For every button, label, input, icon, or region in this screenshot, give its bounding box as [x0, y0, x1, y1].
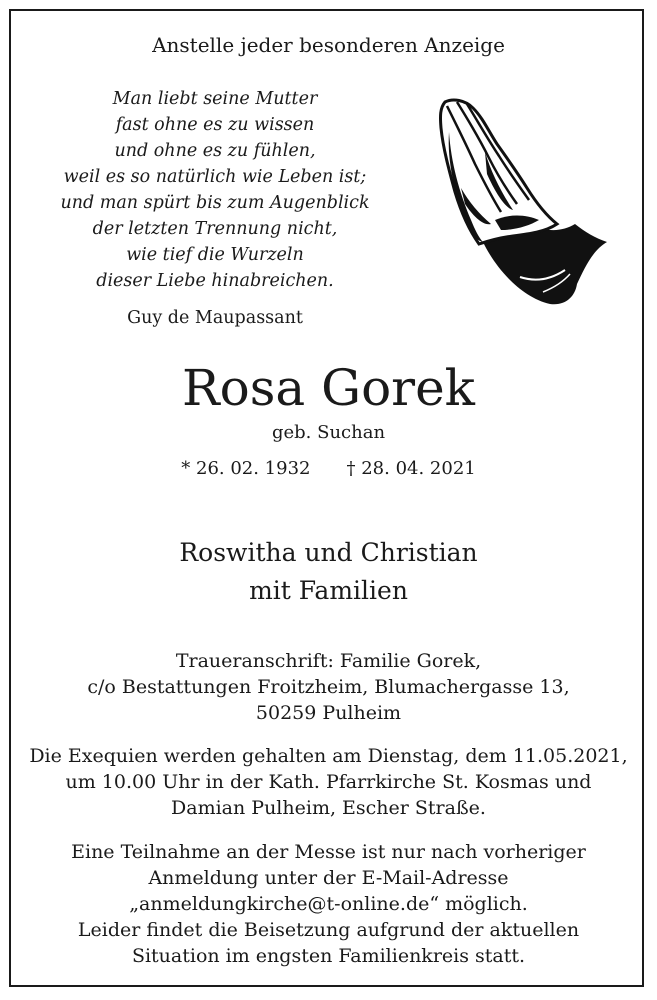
address-line: c/o Bestattungen Froitzheim, Blumachergasse 13,: [87, 676, 570, 698]
attendance-notice: [0, 839, 657, 969]
mourning-address: [0, 648, 657, 726]
poem-line: Man liebt seine Mutter: [112, 89, 318, 109]
notice-line: Anmeldung unter der E-Mail-Adresse: [148, 867, 509, 889]
header-text: Anstelle jeder besonderen Anzeige: [152, 33, 505, 57]
deceased-name: Rosa Gorek: [182, 359, 475, 417]
poem-line: dieser Liebe hinabreichen.: [96, 271, 334, 291]
address-line: 50259 Pulheim: [255, 702, 402, 724]
mourners-line: Roswitha und Christian: [179, 538, 478, 567]
poem-line: und ohne es zu fühlen,: [114, 141, 316, 161]
exequies-info: [0, 743, 657, 821]
poem-line: weil es so natürlich wie Leben ist;: [63, 167, 367, 187]
exequies-line: Damian Pulheim, Escher Straße.: [171, 797, 486, 819]
praying-hands-icon: [425, 92, 615, 312]
birth-date: * 26. 02. 1932: [181, 458, 311, 479]
mourners: [0, 534, 657, 610]
poem-line: wie tief die Wurzeln: [126, 245, 304, 265]
exequies-line: Die Exequien werden gehalten am Dienstag, dem 11.05.2021,: [29, 745, 628, 767]
notice-line: Leider findet die Beisetzung aufgrund der aktuellen: [77, 919, 580, 941]
death-date: † 28. 04. 2021: [346, 458, 476, 479]
address-line: Traueranschrift: Familie Gorek,: [175, 650, 482, 672]
poem-line: fast ohne es zu wissen: [115, 115, 315, 135]
life-dates: [0, 456, 657, 482]
notice-line: Eine Teilnahme an der Messe ist nur nach vorheriger: [71, 841, 586, 863]
notice-line: „anmeldungkirche@t-online.de“ möglich.: [129, 893, 528, 915]
exequies-line: um 10.00 Uhr in der Kath. Pfarrkirche St. Kosmas und: [65, 771, 592, 793]
poem-author: Guy de Maupassant: [127, 308, 303, 328]
poem-line: und man spürt bis zum Augenblick: [60, 193, 370, 213]
maiden-name: geb. Suchan: [271, 422, 386, 443]
mourners-line: mit Familien: [249, 576, 408, 605]
notice-line: Situation im engsten Familienkreis statt.: [131, 945, 526, 967]
poem: [40, 86, 390, 294]
poem-line: der letzten Trennung nicht,: [92, 219, 338, 239]
